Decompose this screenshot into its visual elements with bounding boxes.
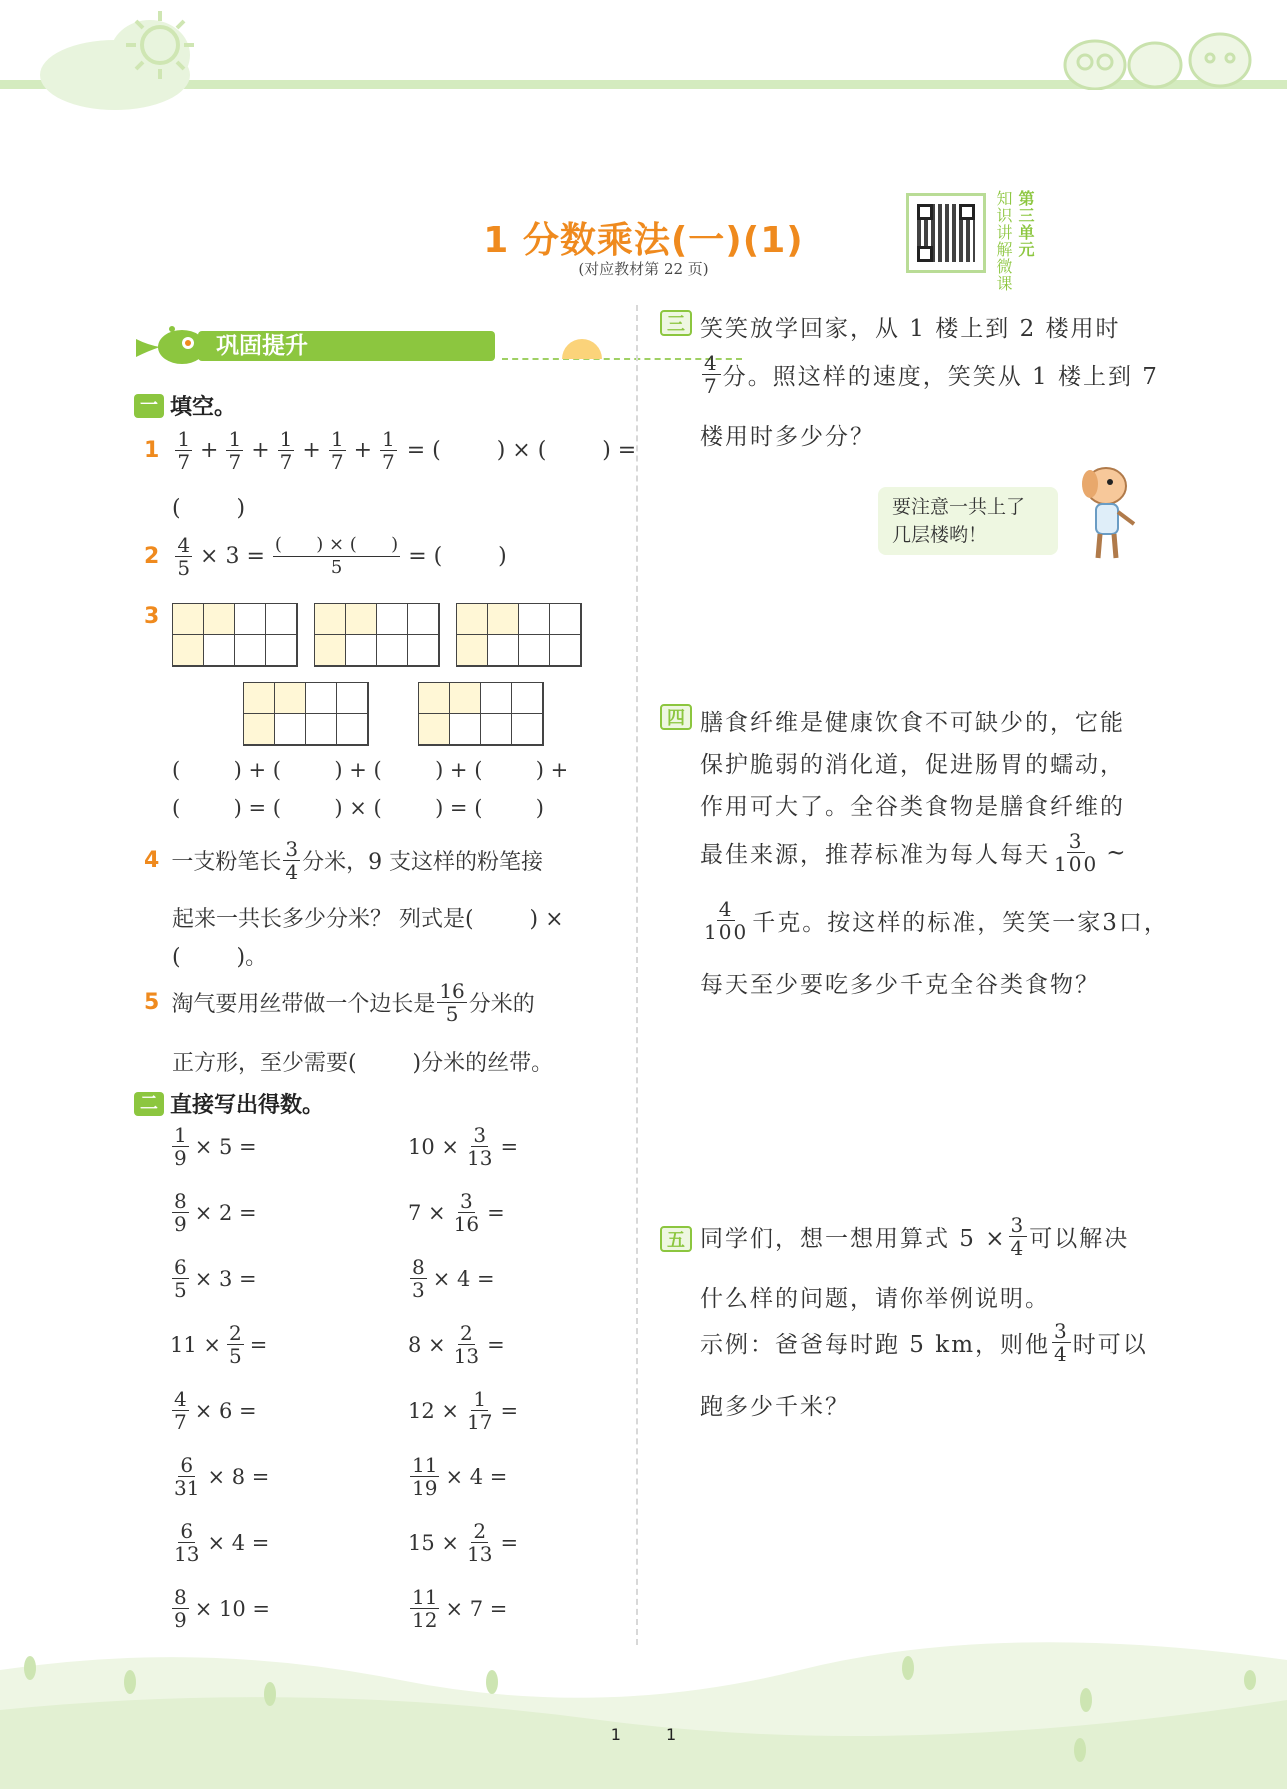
fraction: $\frac{4}{100}$ bbox=[704, 897, 749, 944]
qr-side-label: 知识讲解微课 bbox=[994, 190, 1013, 292]
fraction: $\frac{8}{9}$ bbox=[174, 1189, 187, 1236]
grid-cell bbox=[519, 635, 550, 666]
grid-cell bbox=[306, 683, 337, 714]
grid-cell bbox=[266, 604, 297, 635]
grid-cell bbox=[377, 604, 408, 635]
fraction: $\frac{11}{12}$ bbox=[412, 1585, 438, 1632]
grid-cell bbox=[450, 683, 481, 714]
s4-line-1: 膳食纤维是健康饮食不可缺少的，它能 bbox=[700, 710, 1125, 736]
grid-cell bbox=[550, 604, 581, 635]
grid-cell bbox=[419, 683, 450, 714]
page-number bbox=[0, 1725, 1287, 1744]
grid-cell bbox=[315, 604, 346, 635]
calc-item: 15 × $\frac{2}{13}$ = bbox=[408, 1519, 519, 1566]
s5-line-3: 示例：爸爸每时跑 5 km，则他 $\frac{3}{4}$ 时可以 bbox=[700, 1319, 1148, 1366]
calc-item: $\frac{6}{5}$ × 3 = bbox=[174, 1255, 257, 1302]
fraction: $\frac{6}{31}$ bbox=[174, 1453, 200, 1500]
calc-item: $\frac{6}{13}$ × 4 = bbox=[174, 1519, 270, 1566]
page-title: 1 分数乘法(一)(1) bbox=[483, 220, 804, 261]
calc-item: $\frac{8}{3}$ × 4 = bbox=[412, 1255, 495, 1302]
fraction: $\frac{2}{13}$ bbox=[453, 1321, 480, 1368]
banner-label: 巩固提升 bbox=[198, 331, 495, 361]
hint-bubble bbox=[878, 487, 1058, 555]
grid-cell bbox=[306, 714, 337, 745]
calc-item: 10 × $\frac{3}{13}$ = bbox=[408, 1123, 519, 1170]
grid-cell bbox=[173, 604, 204, 635]
fraction: $\frac{3}{4}$ bbox=[1010, 1213, 1026, 1260]
grid-cell bbox=[450, 714, 481, 745]
qr-corner bbox=[959, 204, 975, 220]
grid-cell bbox=[244, 683, 275, 714]
grid-cell bbox=[337, 683, 368, 714]
question-number: 4 bbox=[144, 848, 160, 873]
qr-corner bbox=[917, 204, 933, 220]
grid-cell bbox=[346, 604, 377, 635]
grid-cell bbox=[419, 714, 450, 745]
dog-mascot-icon bbox=[1068, 458, 1148, 568]
q3-line-2[interactable]: ( ) = ( ) × ( ) = ( ) bbox=[172, 796, 544, 820]
fraction-grid bbox=[314, 603, 440, 667]
grid-cell bbox=[481, 683, 512, 714]
calc-item: 7 × $\frac{3}{16}$ = bbox=[408, 1189, 505, 1236]
fraction: $\frac{3}{16}$ bbox=[453, 1189, 480, 1236]
fraction-grid bbox=[172, 603, 298, 667]
grid-cell bbox=[550, 635, 581, 666]
q4-line-2[interactable]: 起来一共长多少分米？ 列式是( ) × bbox=[172, 907, 564, 932]
question-1: 1 $\frac{1}{7}$ + $\frac{1}{7}$ + $\frac{1}{7}$ + $\frac{1}{7}$ + $\frac{1}{7}$ = ( ) × ( ) = bbox=[144, 427, 637, 474]
fraction: $\frac{1}{17}$ bbox=[467, 1387, 493, 1434]
fraction: $\frac{1}{7}$ bbox=[382, 427, 395, 474]
grid-cell bbox=[488, 604, 519, 635]
section-banner bbox=[132, 325, 612, 367]
calc-item: $\frac{11}{19}$ × 4 = bbox=[412, 1453, 508, 1500]
question-5: 5 淘气要用丝带做一个边长是 $\frac{16}{5}$ 分米的 bbox=[144, 979, 535, 1026]
cartoon-animals-icon bbox=[1060, 20, 1260, 90]
grid-cell bbox=[315, 635, 346, 666]
calc-item: $\frac{4}{7}$ × 6 = bbox=[174, 1387, 257, 1434]
s4-line-3: 作用可大了。全谷类食物是膳食纤维的 bbox=[700, 794, 1125, 820]
grid-cell bbox=[173, 635, 204, 666]
question-2: 2 $\frac{4}{5}$ × 3 = $\frac{( ) \times ( )}{5}$ = ( ) bbox=[144, 533, 507, 580]
sunset-icon bbox=[560, 335, 604, 363]
section-title: 填空。 bbox=[170, 395, 237, 420]
hill-decoration bbox=[0, 1640, 1287, 1789]
grid-cell bbox=[512, 714, 543, 745]
fraction-grid bbox=[243, 682, 369, 746]
fraction-blank[interactable]: $\frac{( ) \times ( )}{5}$ bbox=[274, 534, 399, 578]
grid-cell bbox=[512, 683, 543, 714]
fraction: $\frac{6}{13}$ bbox=[174, 1519, 200, 1566]
fraction: $\frac{3}{4}$ bbox=[285, 837, 299, 884]
hint-text: 几层楼哟！ bbox=[892, 524, 988, 546]
grid-cell bbox=[346, 635, 377, 666]
fraction: $\frac{2}{5}$ bbox=[229, 1321, 242, 1368]
s4-line-5: $\frac{4}{100}$ 千克。按这样的标准，笑笑一家3口， bbox=[704, 897, 1169, 944]
fraction: $\frac{2}{13}$ bbox=[467, 1519, 493, 1566]
fraction: $\frac{1}{7}$ bbox=[330, 427, 344, 474]
fraction: $\frac{3}{4}$ bbox=[1054, 1319, 1069, 1366]
fraction: $\frac{3}{13}$ bbox=[467, 1123, 493, 1170]
section-1-heading bbox=[134, 390, 236, 421]
s3-line-2: $\frac{4}{7}$ 分。照这样的速度，笑笑从 1 楼上到 7 bbox=[704, 351, 1159, 398]
fraction: $\frac{8}{9}$ bbox=[174, 1585, 187, 1632]
grid-cell bbox=[481, 714, 512, 745]
fraction-grid bbox=[418, 682, 544, 746]
section-badge: 一 bbox=[134, 394, 164, 418]
calc-item: $\frac{6}{31}$ × 8 = bbox=[174, 1453, 270, 1500]
grid-cell bbox=[457, 604, 488, 635]
fraction-grid bbox=[456, 603, 582, 667]
fraction: $\frac{8}{3}$ bbox=[412, 1255, 425, 1302]
q3-line-1[interactable]: ( ) + ( ) + ( ) + ( ) + bbox=[172, 758, 569, 782]
fraction: $\frac{6}{5}$ bbox=[174, 1255, 187, 1302]
hint-text: 要注意一共上了 bbox=[892, 496, 1026, 518]
qr-code[interactable] bbox=[906, 193, 986, 273]
section-title: 直接写出得数。 bbox=[170, 1093, 325, 1118]
fraction: $\frac{16}{5}$ bbox=[439, 979, 465, 1026]
fraction: $\frac{11}{19}$ bbox=[412, 1453, 438, 1500]
section-badge: 二 bbox=[134, 1092, 164, 1116]
fraction: $\frac{4}{7}$ bbox=[704, 351, 719, 398]
page-number-right: 1 bbox=[666, 1725, 677, 1744]
grid-cell bbox=[377, 635, 408, 666]
grid-cell bbox=[408, 604, 439, 635]
fraction: $\frac{4}{5}$ bbox=[177, 533, 191, 580]
grid-cell bbox=[204, 635, 235, 666]
qr-corner bbox=[917, 246, 933, 262]
s3-line-3: 楼用时多少分？ bbox=[700, 424, 875, 450]
sun-icon bbox=[120, 5, 200, 85]
s4-line-6: 每天至少要吃多少千克全谷类食物？ bbox=[700, 972, 1100, 998]
s4-line-2: 保护脆弱的消化道，促进肠胃的蠕动， bbox=[700, 752, 1125, 778]
s5-line-2: 什么样的问题，请你举例说明。 bbox=[700, 1286, 1050, 1312]
question-4: 4 一支粉笔长 $\frac{3}{4}$ 分米，9 支这样的粉笔接 bbox=[144, 837, 544, 884]
grid-cell bbox=[408, 635, 439, 666]
calc-item: $\frac{11}{12}$ × 7 = bbox=[412, 1585, 508, 1632]
fraction: $\frac{1}{7}$ bbox=[228, 427, 242, 474]
section-badge: 五 bbox=[660, 1226, 692, 1252]
s3-line-1: 笑笑放学回家，从 1 楼上到 2 楼用时 bbox=[700, 316, 1121, 342]
section-2-heading bbox=[134, 1088, 324, 1119]
unit-side-label: 第三单元 bbox=[1016, 190, 1035, 258]
calc-item: 8 × $\frac{2}{13}$ = bbox=[408, 1321, 505, 1368]
page-number-left: 1 bbox=[610, 1725, 621, 1744]
grid-cell bbox=[519, 604, 550, 635]
grid-cell bbox=[266, 635, 297, 666]
q5-line-2[interactable]: 正方形，至少需要( )分米的丝带。 bbox=[172, 1051, 554, 1076]
question-number: 5 bbox=[144, 990, 160, 1015]
question-number: 1 bbox=[144, 438, 160, 463]
calc-item: $\frac{1}{9}$ × 5 = bbox=[174, 1123, 257, 1170]
calc-item: 12 × $\frac{1}{17}$ = bbox=[408, 1387, 519, 1434]
grid-cell bbox=[244, 714, 275, 745]
calc-item: $\frac{8}{9}$ × 10 = bbox=[174, 1585, 270, 1632]
grid-cell bbox=[235, 604, 266, 635]
question-number: 2 bbox=[144, 544, 160, 569]
s4-line-4: 最佳来源，推荐标准为每人每天 $\frac{3}{100}$ ~ bbox=[700, 829, 1128, 876]
column-divider bbox=[636, 305, 638, 1645]
grid-cell bbox=[457, 635, 488, 666]
fraction: $\frac{3}{100}$ bbox=[1054, 829, 1099, 876]
page-subtitle: (对应教材第 22 页) bbox=[578, 260, 709, 278]
grid-cell bbox=[275, 683, 306, 714]
s5-line-1: 同学们，想一想用算式 5 × $\frac{3}{4}$ 可以解决 bbox=[700, 1213, 1130, 1260]
q4-line-3[interactable]: ( )。 bbox=[172, 945, 268, 970]
answer-blank[interactable]: ( ) bbox=[172, 496, 246, 521]
calc-item: 11 × $\frac{2}{5}$ = bbox=[170, 1321, 268, 1368]
question-number: 3 bbox=[144, 604, 160, 629]
fraction: $\frac{4}{7}$ bbox=[174, 1387, 187, 1434]
fraction: $\frac{1}{7}$ bbox=[279, 427, 293, 474]
s5-line-4: 跑多少千米？ bbox=[700, 1394, 850, 1420]
grid-cell bbox=[488, 635, 519, 666]
section-badge: 四 bbox=[660, 704, 692, 730]
fraction: $\frac{1}{9}$ bbox=[174, 1123, 187, 1170]
grid-cell bbox=[337, 714, 368, 745]
grid-cell bbox=[275, 714, 306, 745]
section-badge: 三 bbox=[660, 310, 692, 336]
grid-cell bbox=[204, 604, 235, 635]
calc-item: $\frac{8}{9}$ × 2 = bbox=[174, 1189, 257, 1236]
grid-cell bbox=[235, 635, 266, 666]
fraction: $\frac{1}{7}$ bbox=[177, 427, 191, 474]
